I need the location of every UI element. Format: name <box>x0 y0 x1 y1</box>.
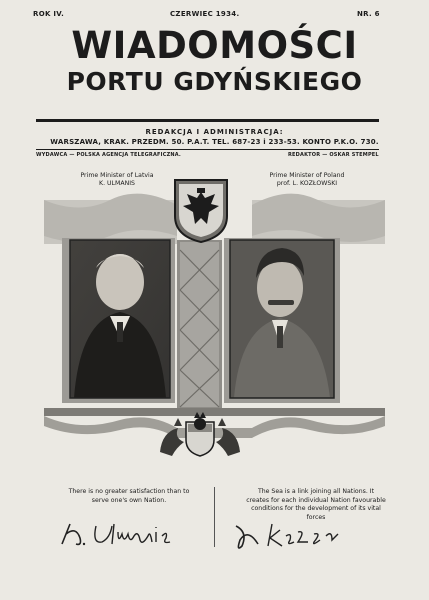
polish-eagle-icon <box>171 178 231 244</box>
editor-line: REDAKTOR — OSKAR STEMPEL <box>288 152 379 158</box>
ulmanis-signature-icon <box>56 518 196 554</box>
left-caption-name: K. ULMANIS <box>99 180 135 187</box>
left-caption-title: Prime Minister of Latvia <box>80 172 154 179</box>
issue-number: NR. 6 <box>357 10 380 18</box>
left-quote: There is no greater satisfaction than to serve one's own Nation. <box>68 488 190 504</box>
right-caption-title: Prime Minister of Poland <box>269 172 345 179</box>
masthead-title-line2: PORTU GDYŃSKIEGO <box>66 67 363 96</box>
volume-label: ROK IV. <box>33 10 65 18</box>
issue-date: CZERWIEC 1934. <box>170 10 240 18</box>
latvian-coat-of-arms-icon <box>152 408 248 458</box>
editorial-label: REDAKCJA I ADMINISTRACJA: <box>145 128 284 136</box>
right-quote: The Sea is a link joining all Nations. It creates for each individual Nation favourable conditions for the development of its vital forces <box>246 488 386 521</box>
publisher-line: WYDAWCA — POLSKA AGENCJA TELEGRAFICZNA. <box>36 152 182 158</box>
masthead-title-line1: WIADOMOŚCI <box>71 24 358 67</box>
right-caption-name: prof. L. KOZŁOWSKI <box>276 180 338 187</box>
quote-divider <box>214 487 215 547</box>
kozlowski-signature-icon <box>228 518 368 554</box>
address-line: WARSZAWA, KRAK. PRZEDM. 50. P.A.T. TEL. 687-23 i 233-53. KONTO P.K.O. 730. <box>50 138 379 146</box>
